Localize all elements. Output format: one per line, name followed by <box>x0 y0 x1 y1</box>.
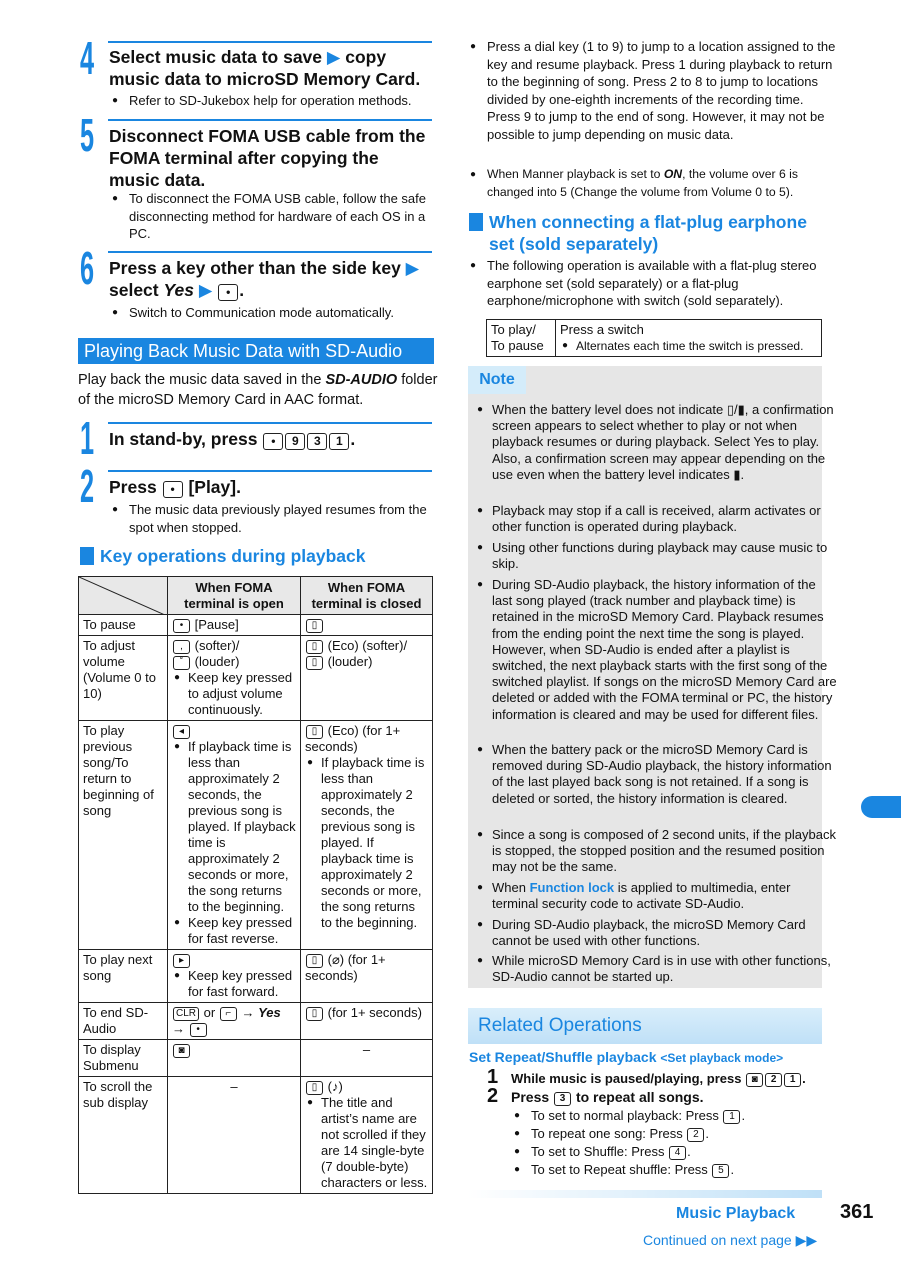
dial-key-bullet: ● Press a dial key (1 to 9) to jump to a location assigned to the key and resume playback. Press 1 during playback to return to the beginning of song. Press 2 to 8 to jump to locations divided by one-eighth increments of the recording time. Press 9 to jump to the end of song. However, it may not be possible to jump depending on music data. <box>470 38 839 143</box>
step-6-title: Press a key other than the side key ▶ select Yes ▶ • . <box>109 258 420 300</box>
play-step-2-bullet: ● The music data previously played resumes from the spot when stopped. <box>112 501 447 536</box>
enter-key-icon: • <box>163 481 183 498</box>
footer-section: Music Playback <box>676 1205 796 1222</box>
play-step-2-title: Press • [Play]. <box>109 477 241 497</box>
table-corner <box>79 577 168 615</box>
row-open: ◂ ● If playback time is less than approximately 2 seconds, the previous song is played. If playback time is approximately 2 seconds or more, the song returns to the beginning. ● Keep key pressed for fast reverse. <box>168 721 301 950</box>
note-item: ● When Function lock is applied to multimedia, enter terminal security code to activate SD-Audio. <box>470 880 837 912</box>
related-step-2: Press 3 to repeat all songs. <box>511 1089 704 1105</box>
page-number: 361 <box>840 1201 874 1223</box>
step-rule <box>108 251 432 253</box>
flat-value: Press a switch ● Alternates each time the switch is pressed. <box>556 320 822 357</box>
related-step-1-number: 1 <box>487 1066 499 1088</box>
table-row <box>79 1077 433 1194</box>
key-icon: 1 <box>329 433 349 450</box>
related-step-1: While music is paused/playing, press ◙ 2 1 . <box>511 1071 806 1086</box>
step-number-6: 6 <box>80 242 95 294</box>
step-5-title: Disconnect FOMA USB cable from the FOMA terminal after copying the music data. <box>109 126 426 190</box>
row-closed: ▯ (Eco) (for 1+ seconds) ● If playback time is less than approximately 2 seconds, the previous song is played. If playback time is approximately 2 seconds or more, the song returns to the beginning. <box>301 721 433 950</box>
row-open: ◙ <box>168 1040 301 1077</box>
related-subtitle: Set Repeat/Shuffle playback <Set playback mode> <box>469 1049 784 1065</box>
step-rule <box>108 119 432 121</box>
related-operations-header: Related Operations <box>468 1008 822 1044</box>
step-number-p1: 1 <box>80 412 95 464</box>
row-closed: ▯ <box>301 615 433 636</box>
step-rule <box>108 422 432 424</box>
double-arrow-icon: ▶▶ <box>795 1232 818 1248</box>
function-lock-link[interactable]: Function lock <box>529 880 615 895</box>
table-row <box>79 721 433 950</box>
row-closed: ▯ (for 1+ seconds) <box>301 1003 433 1040</box>
row-label: To play next song <box>79 950 168 1003</box>
row-open: – <box>168 1077 301 1194</box>
row-label: To pause <box>79 615 168 636</box>
intro-text: Play back the music data saved in the SD-AUDIO folder of the microSD Memory Card in AAC format. <box>78 372 438 408</box>
note-item: ● During SD-Audio playback, the microSD Memory Card cannot be used with other functions. <box>470 917 837 949</box>
step-rule <box>108 470 432 472</box>
row-open: , (softer)/ ˚ (louder) ● Keep key pressed to adjust volume continuously. <box>168 636 301 721</box>
row-open: CLR or ⌐ → Yes → • <box>168 1003 301 1040</box>
table-row <box>79 950 433 1003</box>
note-item: ● When the battery level does not indicate ▯/▮, a confirmation screen appears to select whether to play or not when playback resumes or during playback. Select Yes to play. Also, a confirmation screen may appear depending on the use even when the battery level indicates ▮. <box>470 402 837 483</box>
row-open: • [Pause] <box>168 615 301 636</box>
continued-link[interactable]: Continued on next page ▶▶ <box>643 1232 818 1248</box>
key-icon: 3 <box>307 433 327 450</box>
step-4-title: Select music data to save ▶ copy music data to microSD Memory Card. <box>109 47 421 89</box>
key-icon: 9 <box>285 433 305 450</box>
section-title-bar: Playing Back Music Data with SD-Audio <box>78 338 434 364</box>
step-4-bullet: ● Refer to SD-Jukebox help for operation methods. <box>112 92 449 110</box>
flat-plug-table <box>486 319 822 357</box>
key-operations-table <box>78 576 433 1194</box>
note-title: Note <box>468 366 526 394</box>
note-item: ● While microSD Memory Card is in use with other functions, SD-Audio cannot be started up. <box>470 953 837 985</box>
step-number-p2: 2 <box>80 460 95 512</box>
row-closed: ▯ (⌀) (for 1+ seconds) <box>301 950 433 1003</box>
note-item: ● Since a song is composed of 2 second units, if the playback is stopped, the stopped position and the resumed position may not be the same. <box>470 827 837 876</box>
flat-label: To play/ To pause <box>487 320 556 357</box>
step-5-bullet: ● To disconnect the FOMA USB cable, follow the safe disconnecting method for hardware of each OS in a PC. <box>112 190 447 243</box>
step-6-bullet: ● Switch to Communication mode automatically. <box>112 304 449 322</box>
table-row <box>79 1040 433 1077</box>
footer-rule <box>468 1190 822 1198</box>
table-row <box>79 1003 433 1040</box>
key-icon: • <box>263 433 283 450</box>
col-header-open: When FOMA terminal is open <box>168 577 301 615</box>
chapter-tab <box>861 796 901 818</box>
note-item: ● When the battery pack or the microSD Memory Card is removed during SD-Audio playback, the history information of the last played back song is not retained. If a song is deleted or sorted, the history information is cleared. <box>470 742 837 807</box>
step-number-4: 4 <box>80 32 95 84</box>
row-label: To play previous song/To return to beginning of song <box>79 721 168 950</box>
related-step-2-number: 2 <box>487 1085 499 1107</box>
related-option: ● To set to Shuffle: Press 4 . <box>514 1143 841 1161</box>
note-item: ● Playback may stop if a call is received, alarm activates or other function is operated during playback. <box>470 503 837 535</box>
table-row <box>79 636 433 721</box>
row-closed: ▯ (♪) ● The title and artist’s name are not scrolled if they are 14 single-byte (7 double-byte) characters or less. <box>301 1077 433 1194</box>
row-label: To display Submenu <box>79 1040 168 1077</box>
table-row <box>79 615 433 636</box>
key-operations-title: Key operations during playback <box>80 545 450 567</box>
step-number-5: 5 <box>80 109 95 161</box>
row-label: To scroll the sub display <box>79 1077 168 1194</box>
row-label: To end SD-Audio <box>79 1003 168 1040</box>
note-item: ● During SD-Audio playback, the history information of the last song played (track number and playback time) is retained in the microSD Memory Card. Playback resumes from the ending point the next time the song is played. However, when SD-Audio is ended after a playlist is switched, the next playback starts with the first song of the switched playlist. If songs on the microSD Memory Card are deleted or added with the FOMA terminal or PC, the history information is cleared and may be used for different files. <box>470 577 837 723</box>
col-header-closed: When FOMA terminal is closed <box>301 577 433 615</box>
flat-plug-bullet: ● The following operation is available with a flat-plug stereo earphone set (sold separately) or a flat-plug earphone/microphone with switch (sold separately). <box>470 257 839 310</box>
related-option: ● To set to Repeat shuffle: Press 5 . <box>514 1161 841 1179</box>
row-label: To adjust volume (Volume 0 to 10) <box>79 636 168 721</box>
row-closed: ▯ (Eco) (softer)/ ▯ (louder) <box>301 636 433 721</box>
related-option: ● To repeat one song: Press 2 . <box>514 1125 841 1143</box>
flat-plug-title: When connecting a flat-plug earphone set (sold separately) <box>469 211 809 255</box>
manner-bullet: ● When Manner playback is set to ON, the volume over 6 is changed into 5 (Change the volume from Volume 0 to 5). <box>470 166 839 201</box>
enter-key-icon: • <box>218 284 238 301</box>
step-rule <box>108 41 432 43</box>
related-option: ● To set to normal playback: Press 1 . <box>514 1107 841 1125</box>
row-closed: – <box>301 1040 433 1077</box>
row-open: ▸ ● Keep key pressed for fast forward. <box>168 950 301 1003</box>
note-item: ● Using other functions during playback may cause music to skip. <box>470 540 837 572</box>
play-step-1-title: In stand-by, press • 9 3 1 . <box>109 429 356 449</box>
